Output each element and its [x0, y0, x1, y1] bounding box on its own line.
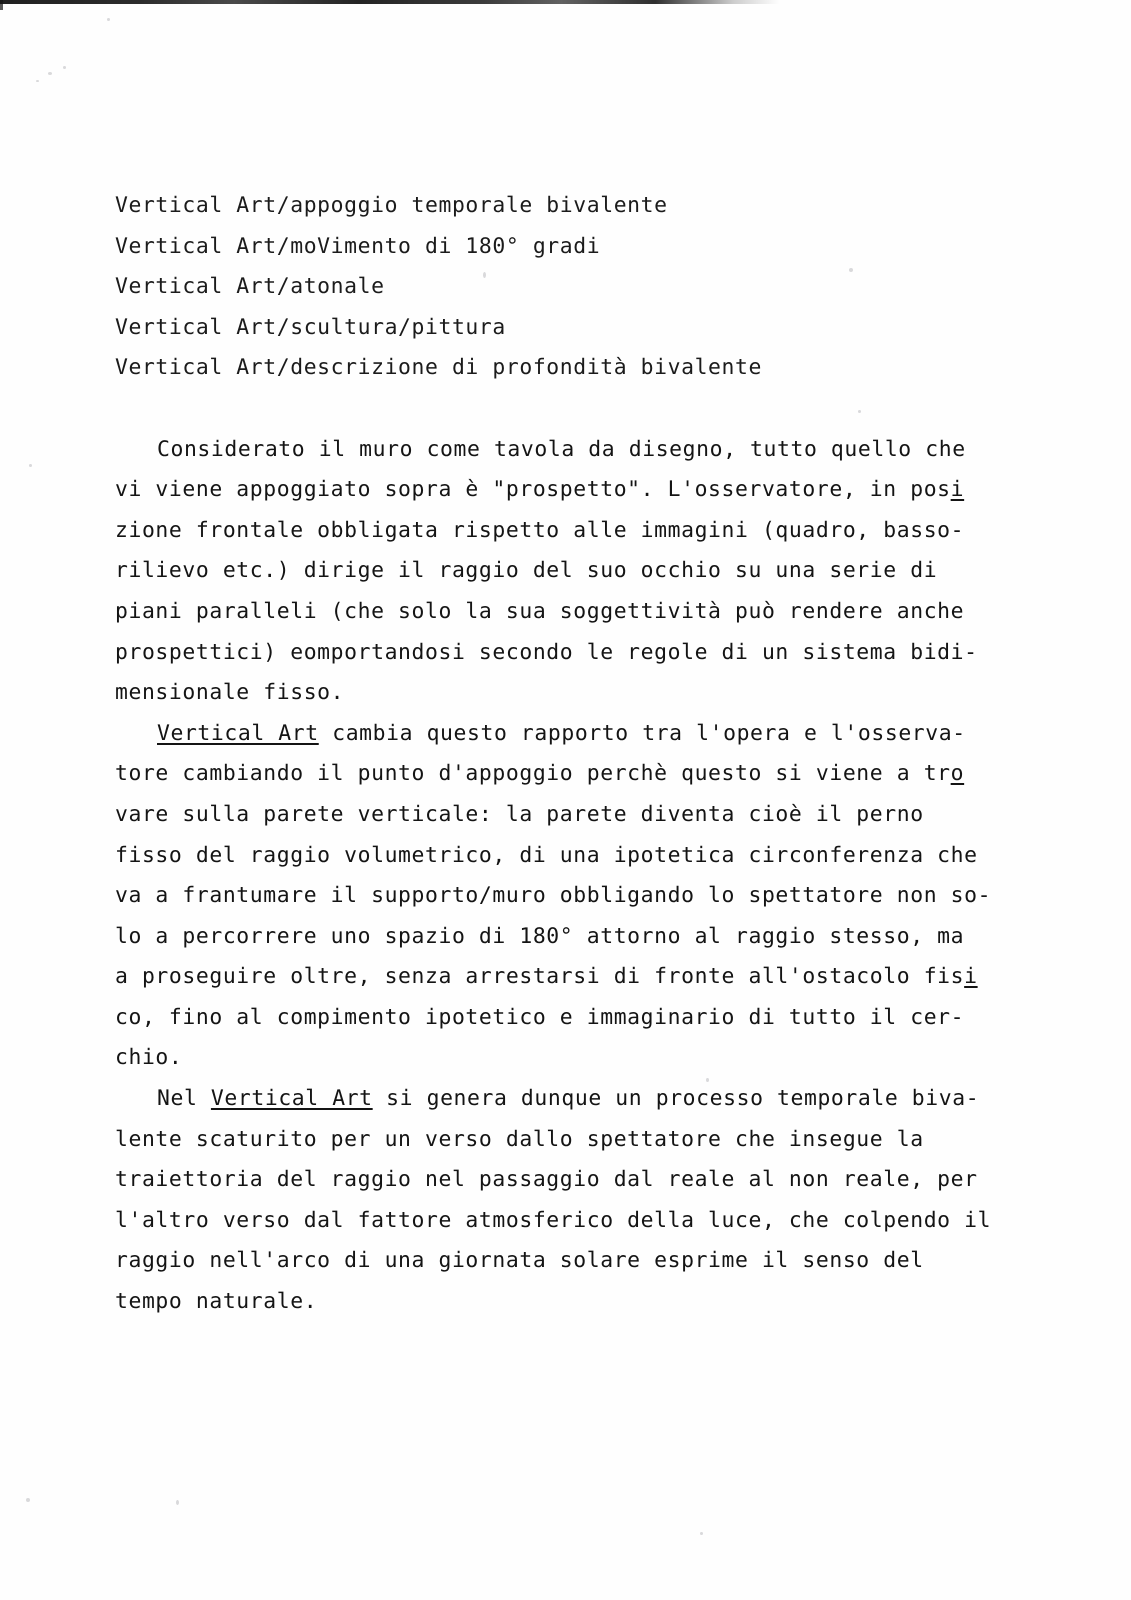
- heading-line: Vertical Art/atonale: [115, 274, 385, 300]
- line-pre: Considerato il muro come tavola da disegno, tutto quello che: [157, 436, 966, 462]
- line-pre: raggio nell'arco di una giornata solare esprime il senso del: [115, 1248, 924, 1274]
- scan-speckle: [700, 1532, 703, 1535]
- line-post: si genera dunque un processo temporale biva-: [372, 1086, 980, 1112]
- line-pre: vi viene appoggiato sopra è "prospetto". L'osservatore, in pos: [115, 477, 951, 503]
- text-line: [115, 1038, 1045, 1079]
- line-pre: lente scaturito per un verso dallo spettatore che insegue la: [115, 1126, 924, 1152]
- scan-edge-top: [0, 0, 780, 4]
- line-pre: tore cambiando il punto d'appoggio perchè questo si viene a tr: [115, 761, 951, 787]
- text-line: [115, 917, 1045, 958]
- text-line: [115, 673, 1045, 714]
- paragraph-2: [115, 714, 1045, 1079]
- text-line: [115, 1241, 1045, 1282]
- text-line: [115, 592, 1045, 633]
- text-line: [115, 551, 1045, 592]
- text-line: [115, 470, 1045, 511]
- text-line: [115, 430, 1045, 471]
- line-underlined: i: [950, 477, 965, 503]
- line-underlined: Vertical Art: [157, 720, 319, 746]
- line-pre: prospettici) eomportandosi secondo le regole di un sistema bidi-: [115, 639, 978, 665]
- text-line: [115, 633, 1045, 674]
- line-pre: vare sulla parete verticale: la parete diventa cioè il perno: [115, 801, 924, 827]
- scan-speckle: [29, 464, 32, 467]
- text-line: [115, 511, 1045, 552]
- text-line: [115, 1120, 1045, 1161]
- heading-line: Vertical Art/appoggio temporale bivalente: [115, 193, 668, 218]
- paragraph-3: [115, 1079, 1045, 1323]
- scan-speckle: [36, 80, 39, 82]
- paragraph-1: [115, 430, 1045, 714]
- text-line: [115, 876, 1045, 917]
- scan-speckle: [107, 18, 110, 21]
- scan-speckle: [26, 1498, 30, 1502]
- line-pre: co, fino al compimento ipotetico e immaginario di tutto il cer-: [115, 1004, 965, 1030]
- text-line: [115, 754, 1045, 795]
- text-line: [115, 795, 1045, 836]
- scan-edge-left: [0, 0, 3, 10]
- line-pre: lo a percorrere uno spazio di 180° attorno al raggio stesso, ma: [115, 923, 965, 949]
- heading-line: Vertical Art/scultura/pittura: [115, 314, 506, 340]
- typescript-text-block: [115, 186, 1045, 1323]
- line-pre: traiettoria del raggio nel passaggio dal reale al non reale, per: [115, 1167, 978, 1193]
- line-pre: Nel: [157, 1086, 211, 1112]
- line-pre: chio.: [115, 1045, 183, 1071]
- text-line: [115, 714, 1045, 755]
- line-pre: rilievo etc.) dirige il raggio del suo occhio su una serie di: [115, 558, 938, 584]
- scan-speckle: [48, 72, 52, 75]
- line-pre: fisso del raggio volumetrico, di una ipotetica circonferenza che: [115, 842, 978, 868]
- line-pre: mensionale fisso.: [115, 680, 345, 706]
- line-underlined: o: [950, 761, 965, 787]
- paragraph-spacer: [115, 389, 1045, 430]
- line-pre: tempo naturale.: [115, 1289, 318, 1315]
- scan-speckle: [176, 1500, 179, 1505]
- line-pre: a proseguire oltre, senza arrestarsi di fronte all'ostacolo fis: [115, 964, 965, 990]
- text-line: [115, 1282, 1045, 1323]
- line-pre: va a frantumare il supporto/muro obbligando lo spettatore non so-: [115, 883, 992, 909]
- heading-line: Vertical Art/descrizione di profondità bivalente: [115, 355, 762, 381]
- line-pre: l'altro verso dal fattore atmosferico della luce, che colpendo il: [115, 1207, 992, 1233]
- line-underlined: Vertical Art: [210, 1086, 373, 1112]
- line-pre: piani paralleli (che solo la sua soggettività può rendere anche: [115, 598, 965, 624]
- scan-speckle: [63, 66, 66, 69]
- line-post: cambia questo rapporto tra l'opera e l'osserva-: [318, 720, 966, 746]
- heading-block: [115, 186, 1045, 389]
- text-line: [115, 1160, 1045, 1201]
- text-line: [115, 1201, 1045, 1242]
- text-line: [115, 957, 1045, 998]
- text-line: [115, 1079, 1045, 1120]
- text-line: [115, 998, 1045, 1039]
- line-pre: zione frontale obbligata rispetto alle immagini (quadro, basso-: [115, 517, 965, 543]
- heading-line: Vertical Art/moVimento di 180° gradi: [115, 233, 601, 259]
- line-underlined: i: [964, 964, 978, 990]
- text-line: [115, 836, 1045, 877]
